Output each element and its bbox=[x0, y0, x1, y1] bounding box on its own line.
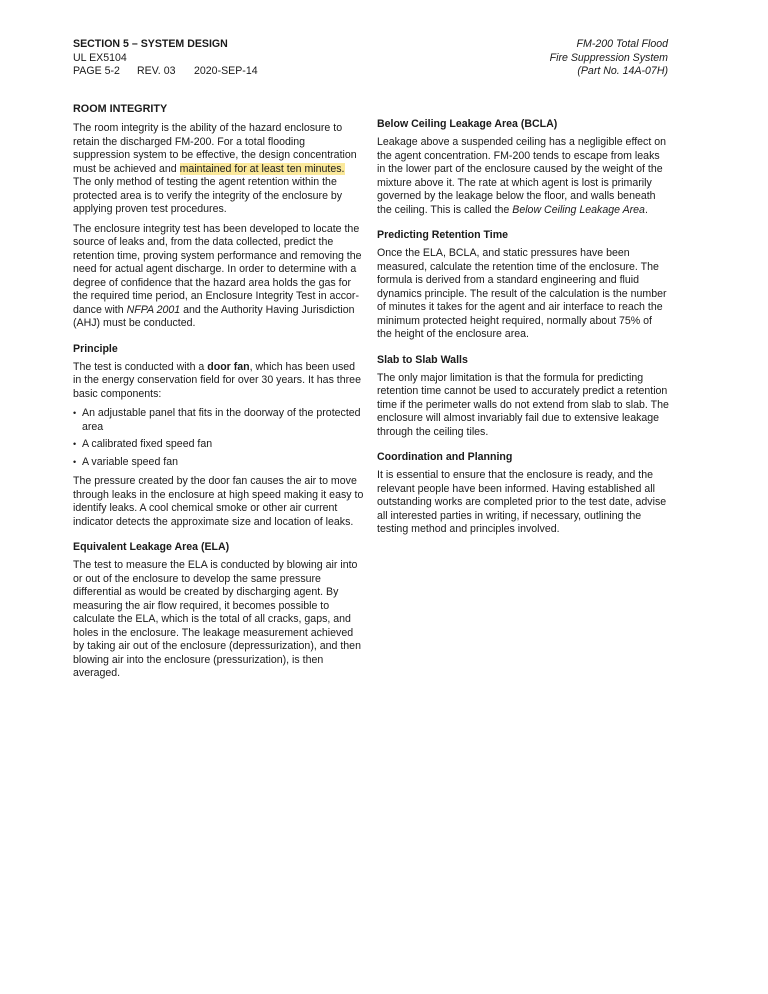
text-run: Leakage above a suspended ceiling has a negligible effect on the agent concentration. FM-200 tends to escape from leaks in the lower part of the enclosure caused by the weight of the mixture above it. The rate at which agent is lost is primarily governed by the leakage below the floor, and walls beneath the ceiling. This is called the bbox=[377, 136, 667, 216]
ela-para-1: The test to measure the ELA is conducted by blowing air into or out of the enclosure to develop the same pressure differential as would be created by discharging agent. By measuring the air flow required, it becomes possible to calculate the ELA, which is the total of all cracks, gaps, and holes in the enclosure. The leakage measurement achieved by taking air out of the enclosure (depressurization), and then blowing air into the enclosure (pressurization), is then averaged. bbox=[73, 559, 361, 679]
revision: REV. 03 bbox=[137, 65, 176, 78]
page-rev-date bbox=[73, 65, 258, 79]
slab-para-1: The only major limitation is that the formula for predicting retention time cannot be used to accurately predict a retention time if the perimeter walls do not extend from slab to slab. The enclosure will almost invariably fail due to extensive leakage through the ceiling tiles. bbox=[377, 371, 669, 438]
text-run: The room integrity is the ability of the hazard enclosure to retain the discharged FM-200. For a total flooding suppression system to be effective, the design concentration must be achieved and bbox=[73, 122, 357, 175]
room-integrity-para-2 bbox=[73, 223, 364, 331]
page-number: PAGE 5-2 bbox=[73, 65, 120, 78]
coordination-heading: Coordination and Planning bbox=[377, 451, 513, 463]
highlighted-text: maintained for at least ten minutes. bbox=[179, 162, 345, 175]
list-item: • A variable speed fan bbox=[73, 456, 364, 470]
coordination-para-1: It is essential to ensure that the enclosure is ready, and the relevant people have been informed. Having established all outstanding works are completed prior to the test date, advise all interested parties in writing, if necessary, outlining the testing method and principles involved. bbox=[377, 469, 667, 535]
door-fan-term: door fan bbox=[207, 360, 250, 373]
principle-para-1 bbox=[73, 361, 364, 402]
list-item: • An adjustable panel that fits in the doorway of the protected area bbox=[73, 407, 364, 434]
retention-heading: Predicting Retention Time bbox=[377, 229, 509, 241]
doc-title-line2: Fire Suppression System bbox=[549, 51, 668, 64]
date: 2020-SEP-14 bbox=[194, 65, 258, 78]
room-integrity-heading: ROOM INTEGRITY bbox=[73, 103, 168, 115]
list-item: • A calibrated fixed speed fan bbox=[73, 438, 364, 452]
ela-heading: Equivalent Leakage Area (ELA) bbox=[73, 541, 230, 553]
text-run: The test is conducted with a bbox=[73, 360, 208, 373]
nfpa-reference: NFPA 2001 bbox=[126, 303, 181, 316]
right-column bbox=[377, 118, 669, 543]
text-run: . bbox=[644, 203, 648, 216]
components-list bbox=[73, 407, 364, 469]
bcla-para-1 bbox=[377, 136, 669, 217]
text-run: and the Authority Having Jurisdiction (AHJ) must be conducted. bbox=[73, 303, 355, 329]
bcla-heading: Below Ceiling Leakage Area (BCLA) bbox=[377, 118, 558, 130]
bcla-term: Below Ceiling Leakage Area bbox=[512, 203, 645, 216]
left-column bbox=[73, 103, 364, 687]
text-run: , which has been used in the energy conservation field for over 30 years. It has three basic components: bbox=[73, 360, 361, 400]
doc-title-line1: FM-200 Total Flood bbox=[576, 38, 668, 50]
retention-para-1: Once the ELA, BCLA, and static pressures have been measured, calculate the retention time of the enclosure. The formula is derived from a standard engineering and fluid dynamics principle. The result of the calculation is the number of minutes it takes for the agent and air interface to reach the minimum protected height required, normally about 75% of the height of the enclosure area. bbox=[377, 247, 667, 340]
section-title: SECTION 5 – SYSTEM DESIGN bbox=[73, 38, 228, 50]
doc-id: UL EX5104 bbox=[73, 51, 127, 64]
slab-heading: Slab to Slab Walls bbox=[377, 353, 468, 366]
principle-para-2: The pressure created by the door fan causes the air to move through leaks in the enclosure at high speed making it easy to identify leaks. A cool chemical smoke or other air current indicator detects the approximate size and location of leaks. bbox=[73, 475, 364, 528]
header-left bbox=[73, 38, 258, 79]
principle-heading: Principle bbox=[73, 342, 118, 355]
header-right bbox=[550, 38, 668, 79]
room-integrity-para-1 bbox=[73, 122, 364, 217]
text-run: The enclosure integrity test has been developed to locate the source of leaks and, from the data collected, predict the retention time, proving system performance and removing the need for actual agent discharge. In order to determine with a degree of confidence that the hazard area holds the gas for the required time period, an Enclosure Integrity Test in accor-dance with bbox=[73, 222, 362, 316]
text-run: The only method of testing the agent retention within the protected area is to verify the integrity of the enclosure by applying proven test procedures. bbox=[73, 176, 343, 215]
doc-title-line3: (Part No. 14A-07H) bbox=[577, 65, 668, 78]
